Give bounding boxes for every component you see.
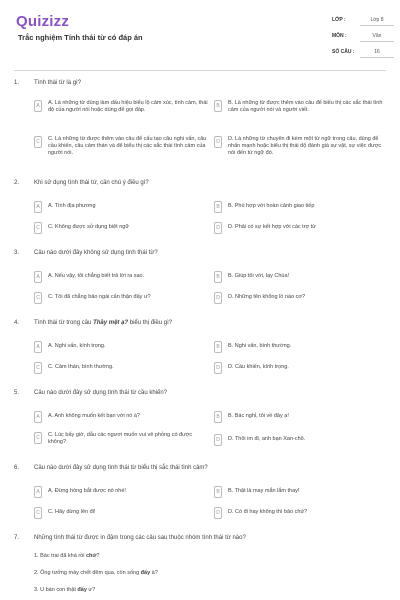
option-letter: D [214, 222, 222, 234]
sub-item [34, 587, 95, 593]
sub-item-pre: 2. Ông tưởng mày chết đêm qua, còn sống [34, 570, 141, 576]
question-number: 3. [14, 250, 20, 256]
sub-item-post: à? [150, 570, 158, 576]
option-letter: C [34, 136, 42, 148]
question-number: 5. [14, 390, 20, 396]
option-letter: C [34, 432, 42, 444]
page-title: Trắc nghiệm Tính thái từ có đáp án [18, 33, 143, 42]
option-letter: B [214, 411, 222, 423]
question-text: Tình thái từ là gì? [34, 80, 82, 86]
option-letter: D [214, 507, 222, 519]
sub-item [34, 570, 158, 576]
header-divider [14, 70, 386, 71]
option-letter: B [214, 486, 222, 498]
meta-value: 16 [360, 46, 394, 58]
sub-item-pre: 1. Bác trai đã khá rồi [34, 553, 86, 559]
option-text: B. Phù hợp với hoàn cảnh giao tiếp [228, 203, 315, 209]
option-letter: B [214, 271, 222, 283]
question-number: 7. [14, 535, 20, 541]
option-letter: B [214, 201, 222, 213]
option-letter: D [214, 136, 222, 148]
option-text: C. Hãy dừng lên đi! [48, 509, 96, 515]
option-letter: C [34, 222, 42, 234]
option-letter: C [34, 362, 42, 374]
option-text: B. Là những từ được thêm vào câu để biểu thị các sắc thái tình cảm của người nói và người viết. [228, 100, 383, 113]
option-text: A. Đừng hòng bắt được nó nhé! [48, 488, 126, 494]
option-text: A. Nếu vậy, tôi chẳng biết trả lời ra sao. [48, 273, 145, 279]
sub-item-post: ư? [86, 587, 96, 593]
option-letter: B [214, 100, 222, 112]
option-letter: A [34, 411, 42, 423]
meta-row-count [332, 46, 388, 62]
option-letter: A [34, 201, 42, 213]
option-letter: D [214, 434, 222, 446]
question-text-emphasis: Thầy mệt ạ? [93, 320, 129, 326]
option-text: D. Có đi hay không thì bảo chứ? [228, 509, 308, 515]
question-text: Câu nào dưới đây sử dụng tình thái từ cầu khiến? [34, 390, 168, 396]
option-text: B. Thật là may mắn lắm thay! [228, 488, 300, 494]
option-letter: D [214, 292, 222, 304]
meta-panel [332, 14, 388, 62]
option-letter: A [34, 341, 42, 353]
option-text: D. Thôi im đi, anh bạn Xan-chô. [228, 436, 306, 442]
option-letter: A [34, 100, 42, 112]
option-text: D. Là những từ chuyên đi kèm một từ ngữ trong câu, dùng để nhấn mạnh hoặc biểu thị thái độ đánh giá sự vật, sự việc được nói đến từ ngữ đó. [228, 136, 382, 156]
option-text: C. Tôi đã chẳng bảo ngài cẩn thận đấy ư? [48, 294, 151, 300]
option-text: C. Cảm thán, bình thường. [48, 364, 114, 370]
option-letter: A [34, 271, 42, 283]
question-number: 6. [14, 465, 20, 471]
option-letter: A [34, 486, 42, 498]
quizizz-logo: Quizizz [16, 13, 70, 30]
option-text: D. Những tên khổng lồ nào cơ? [228, 294, 306, 300]
option-text: D. Phải có sự kết hợp với các trợ từ [228, 224, 316, 230]
question-number: 1. [14, 80, 20, 86]
option-letter: C [34, 507, 42, 519]
question-text: Câu nào dưới đây sử dụng tình thái từ biểu thị sắc thái tình cảm? [34, 465, 208, 471]
sub-item-emphasis: đấy [140, 570, 151, 576]
question-text: Khi sử dụng tình thái từ, cần chú ý điều gì? [34, 180, 149, 186]
sub-item-emphasis: chứ [85, 553, 97, 559]
option-text: A. Nghi vấn, kính trọng. [48, 343, 106, 349]
sub-item-emphasis: đấy [77, 587, 87, 593]
option-letter: B [214, 341, 222, 353]
option-text: A. Là những từ dùng làm dấu hiệu biểu lộ cảm xúc, tình cảm, thái độ của người nói hoặc dùng để gọi đáp. [48, 100, 208, 113]
meta-row-subject [332, 30, 388, 46]
sub-item-post: ? [96, 553, 100, 559]
option-letter: D [214, 362, 222, 374]
option-text: C. Lúc bấy giờ, dẫu các ngươi muốn vui vẻ phỏng có được không? [48, 432, 193, 445]
option-text: B. Giúp tôi với, lạy Chúa! [228, 273, 290, 279]
sub-item-pre: 3. U bán con thật [34, 587, 78, 593]
question [14, 535, 386, 597]
meta-label: SỐ CÂU : [332, 49, 355, 55]
option-text: C. Là những từ được thêm vào câu để cấu tạo câu nghi vấn, câu cầu khiến, câu cảm thán và để biểu thị các sắc thái tình cảm của người nói. [48, 136, 207, 156]
option-text: A. Tính địa phương [48, 203, 96, 209]
question-text-pre: Tình thái từ trong câu [34, 320, 94, 326]
meta-value: Văn [360, 30, 394, 42]
question-text [34, 320, 172, 326]
option-text: B. Nghi vấn, bình thường. [228, 343, 292, 349]
question-text: Những tình thái từ được in đậm trong các câu sau thuộc nhóm tình thái từ nào? [34, 535, 246, 541]
option-text: A. Anh không muốn kết bạn với nó à? [48, 413, 140, 419]
option-text: C. Không được sử dụng biệt ngữ [48, 224, 130, 230]
meta-label: LỚP : [332, 17, 346, 23]
question-text-post: biểu thị điều gì? [128, 320, 173, 326]
question-text: Câu nào dưới đây không sử dụng tình thái từ? [34, 250, 158, 256]
meta-value: Lớp 8 [360, 14, 394, 26]
meta-label: MÔN : [332, 33, 347, 39]
option-text: B. Bác nghỉ, tôi về đây ạ! [228, 413, 289, 419]
meta-row-grade [332, 14, 388, 30]
option-letter: C [34, 292, 42, 304]
option-text: D. Cầu khiến, kính trọng. [228, 364, 289, 370]
question-number: 2. [14, 180, 20, 186]
sub-item [34, 553, 99, 559]
question-number: 4. [14, 320, 20, 326]
